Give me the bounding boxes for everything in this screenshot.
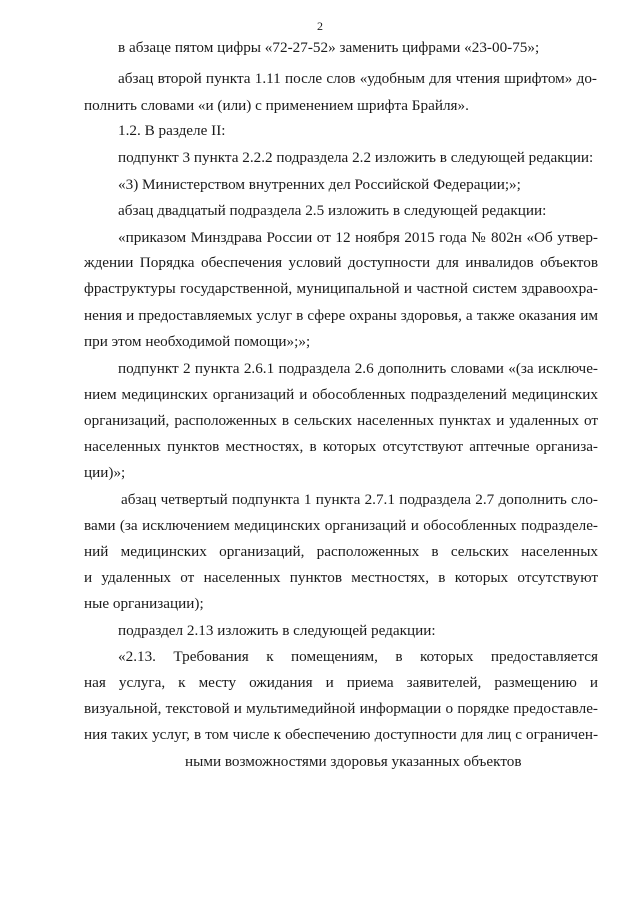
text-line: ции)»; [84,464,126,481]
text-line: абзац четвертый подпункта 1 пункта 2.7.1 подраздела 2.7 дополнить сло- [121,491,598,508]
text-line: организаций, расположенных в сельских населенных пунктах и удаленных от [84,412,598,429]
text-line: фраструктуры государственной, муниципальной и частной систем здравоохра- [84,280,598,297]
text-line: ния таких услуг, в том числе к обеспечению доступности для лиц с ограничен- [84,726,598,743]
text-line: визуальной, текстовой и мультимедийной информации о порядке предоставле- [84,700,598,717]
page-number: 2 [317,19,323,33]
text-line: в абзаце пятом цифры «72-27-52» заменить цифрами «23-00-75»; [118,39,540,56]
text-line: 1.2. В разделе II: [118,122,226,139]
text-line: ний медицинских организаций, расположенных в сельских населенных [84,543,598,560]
text-line: и удаленных от населенных пунктов местностях, в которых отсутствуют [84,569,598,586]
text-line: ные организации); [84,595,204,612]
text-line: полнить словами «и (или) с применением шрифта Брайля». [84,97,469,114]
text-line: подпункт 2 пункта 2.6.1 подраздела 2.6 дополнить словами «(за исключе- [118,360,598,377]
text-line: ждении Порядка обеспечения условий доступности для инвалидов объектов [84,254,598,271]
text-line: подпункт 3 пункта 2.2.2 подраздела 2.2 изложить в следующей редакции: [118,149,594,166]
text-line: населенных пунктов местностях, в которых отсутствуют аптечные организа- [84,438,598,455]
text-line: вами (за исключением медицинских организаций и обособленных подразделе- [84,517,598,534]
text-line: абзац двадцатый подраздела 2.5 изложить в следующей редакции: [118,202,547,219]
text-line: нения и предоставляемых услуг в сфере охраны здоровья, а также оказания им [84,307,598,324]
text-line: «2.13. Требования к помещениям, в которых предоставляется [118,648,598,665]
text-line: «3) Министерством внутренних дел Российской Федерации;»; [118,176,521,193]
text-line: ными возможностями здоровья указанных объектов [185,753,522,770]
text-line: ная услуга, к месту ожидания и приема заявителей, размещению и [84,674,598,691]
text-line: «приказом Минздрава России от 12 ноября 2015 года № 802н «Об утвер- [118,229,598,246]
text-line: подраздел 2.13 изложить в следующей редакции: [118,622,436,639]
text-line: при этом необходимой помощи»;»; [84,333,311,350]
text-line: абзац второй пункта 1.11 после слов «удобным для чтения шрифтом» до- [118,70,597,87]
text-line: нием медицинских организаций и обособленных подразделений медицинских [84,386,598,403]
